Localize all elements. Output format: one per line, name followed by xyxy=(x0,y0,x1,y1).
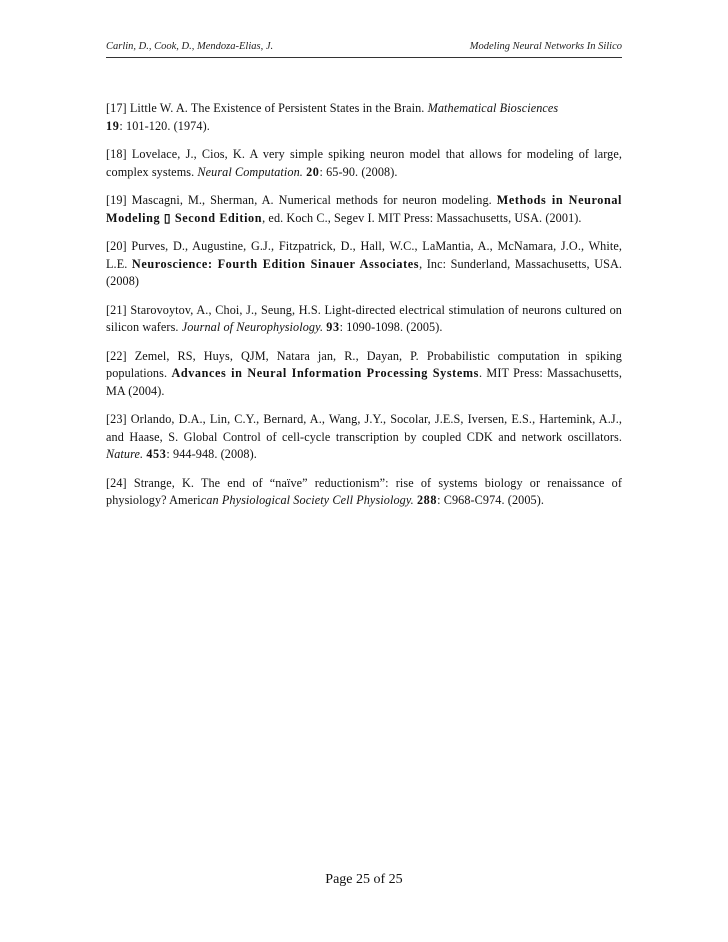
reference-19: [19] Mascagni, M., Sherman, A. Numerical methods for neuron modeling. Methods in Neuronal Modeling ▯ Second Edition, ed. Koch C., Segev I. MIT Press: Massachusetts, USA. (2001). xyxy=(106,193,622,225)
header-rule xyxy=(106,57,622,58)
header-title: Modeling Neural Networks In Silico xyxy=(469,41,622,52)
reference-list xyxy=(106,100,622,521)
page-number: Page 25 of 25 xyxy=(325,872,403,887)
header-authors: Carlin, D., Cook, D., Mendoza-Elias, J. xyxy=(106,41,274,52)
running-header xyxy=(106,41,622,57)
reference-21: [21] Starovoytov, A., Choi, J., Seung, H.S. Light-directed electrical stimulation of neurons cultured on silicon wafers. Journal of Neurophysiology. 93: 1090-1098. (2005). xyxy=(106,302,622,334)
reference-18: [18] Lovelace, J., Cios, K. A very simple spiking neuron model that allows for modeling of large, complex systems. Neural Computation. 20: 65-90. (2008). xyxy=(106,147,622,179)
reference-17: [17] Little W. A. The Existence of Persistent States in the Brain. Mathematical Biosciences 19: 101-120. (1974). xyxy=(106,101,559,133)
reference-24: [24] Strange, K. The end of “naïve” reductionism”: rise of systems biology or renaissance of physiology? American Physiological Society Cell Physiology. 288: C968-C974. (2005). xyxy=(106,475,622,507)
reference-23: [23] Orlando, D.A., Lin, C.Y., Bernard, A., Wang, J.Y., Socolar, J.E.S, Iversen, E.S., Hartemink, A.J., and Haase, S. Global Control of cell-cycle transcription by coupled CDK and network oscillators. Nature. 453: 944-948. (2008). xyxy=(106,412,622,461)
reference-20: [20] Purves, D., Augustine, G.J., Fitzpatrick, D., Hall, W.C., LaMantia, A., McNamara, J.O., White, L.E. Neuroscience: Fourth Edition Sinauer Associates, Inc: Sunderland, Massachusetts, USA. (2008) xyxy=(106,239,623,288)
reference-22: [22] Zemel, RS, Huys, QJM, Natara jan, R., Dayan, P. Probabilistic computation in spiking populations. Advances in Neural Information Processing Systems. MIT Press: Massachusetts, MA (2004). xyxy=(106,348,622,398)
